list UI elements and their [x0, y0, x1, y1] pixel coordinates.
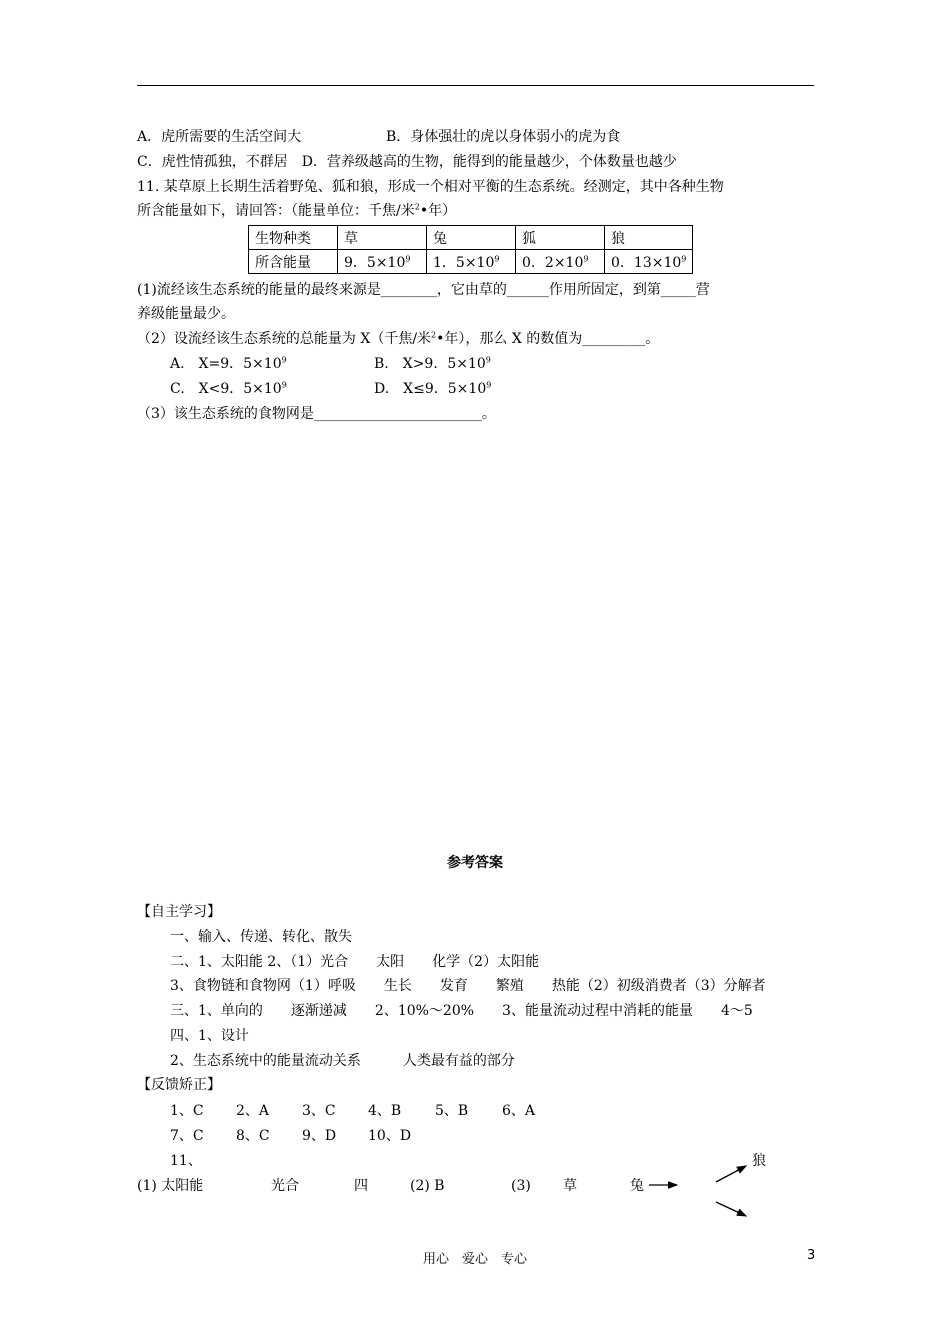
answer-line: 3、食物链和食物网（1）呼吸 生长 发育 繁殖 热能（2）初级消费者（3）分解者: [170, 978, 766, 994]
table-cell: 0．$13\times 10^9$: [605, 250, 693, 274]
self-study-header: 【自主学习】: [137, 904, 221, 920]
answer-line: 四、1、设计: [170, 1028, 249, 1044]
feedback-header: 【反馈矫正】: [137, 1077, 221, 1093]
table-cell: 狼: [605, 226, 693, 250]
food-web-arrows: [640, 1150, 760, 1220]
q11-line2: 所含能量如下，请回答：（能量单位：千焦/米$^2$•年）: [137, 202, 457, 219]
feedback-answer: 2、A: [236, 1103, 270, 1119]
feedback-answer: 8、C: [236, 1128, 270, 1144]
q11-line1: 11. 某草原上长期生活着野兔、狐和狼，形成一个相对平衡的生态系统。经测定，其中各种生物: [137, 179, 724, 195]
sub2-option-c: C. X<9．$5\times 10^9$: [170, 380, 287, 397]
sub2-line: （2）设流经该生态系统的总能量为 X（千焦/米$^2$•年），那么 X 的数值为_________。: [137, 330, 660, 347]
sub2-option-a: A. X=9．$5\times 10^9$: [170, 355, 287, 372]
feedback-answer: 10、D: [368, 1128, 412, 1144]
answer-line: 二、1、太阳能 2、（1）光合 太阳 化学（2）太阳能: [170, 954, 540, 970]
q11-answer-part: 光合: [271, 1178, 299, 1194]
table-row: [249, 250, 693, 274]
table-cell: 兔: [427, 226, 516, 250]
option-c-d: C．虎性情孤独，不群居 D．营养级越高的生物，能得到的能量越少，个体数量也越少: [137, 154, 677, 170]
header-rule: [137, 85, 814, 86]
sub1-line2: 养级能量最少。: [137, 306, 235, 322]
feedback-answer: 7、C: [170, 1128, 204, 1144]
q11-answer-part: 四: [354, 1178, 368, 1194]
feedback-answer: 9、D: [302, 1128, 337, 1144]
feedback-answer: 1、C: [170, 1103, 204, 1119]
feedback-answer: 4、B: [368, 1103, 402, 1119]
page-number: 3: [807, 1248, 816, 1263]
feedback-answer: 3、C: [302, 1103, 336, 1119]
answer-line: 三、1、单向的 逐渐递减 2、10%～20% 3、能量流动过程中消耗的能量 4～5: [170, 1003, 753, 1019]
option-a: A．虎所需要的生活空间大: [137, 129, 302, 145]
q11-answer-part: (1) 太阳能: [137, 1178, 204, 1194]
table-cell: 生物种类: [249, 226, 338, 250]
table-cell: 狐: [516, 226, 605, 250]
answer-line: 2、生态系统中的能量流动关系 人类最有益的部分: [170, 1053, 515, 1069]
page-footer: 用心 爱心 专心: [422, 1252, 527, 1267]
food-web-grass: 草: [563, 1178, 577, 1194]
food-web-wolf: 狼: [752, 1153, 766, 1169]
answer-line: 一、输入、传递、转化、散失: [170, 929, 352, 945]
sub1-line1: (1)流经该生态系统的能量的最终来源是________，它由草的______作用所固定，到第_____营: [137, 282, 710, 298]
q11-answer-part: (2) B: [410, 1178, 445, 1194]
arrow-down: [716, 1202, 746, 1216]
table-cell: 1．$5\times 10^9$: [427, 250, 516, 274]
answers-heading: 参考答案: [447, 855, 503, 871]
sub2-option-d: D. X≤9．$5\times 10^9$: [374, 380, 492, 397]
table-cell: 所含能量: [249, 250, 338, 274]
table-row: [249, 226, 693, 250]
q11-answer-part: (3): [511, 1178, 531, 1194]
food-web-rabbit: 兔: [630, 1178, 644, 1194]
q11-answer-label: 11、: [170, 1153, 202, 1169]
table-cell: 9．$5\times 10^9$: [338, 250, 427, 274]
option-b: B．身体强壮的虎以身体弱小的虎为食: [386, 129, 621, 145]
feedback-answer: 6、A: [502, 1103, 536, 1119]
table-cell: 0．$2\times 10^9$: [516, 250, 605, 274]
sub2-option-b: B. X>9．$5\times 10^9$: [374, 355, 491, 372]
table-cell: 草: [338, 226, 427, 250]
arrow-up-to-wolf: [716, 1166, 746, 1182]
sub3-line: （3）该生态系统的食物网是________________________。: [137, 406, 496, 422]
feedback-answer: 5、B: [435, 1103, 469, 1119]
energy-table: [248, 225, 693, 274]
